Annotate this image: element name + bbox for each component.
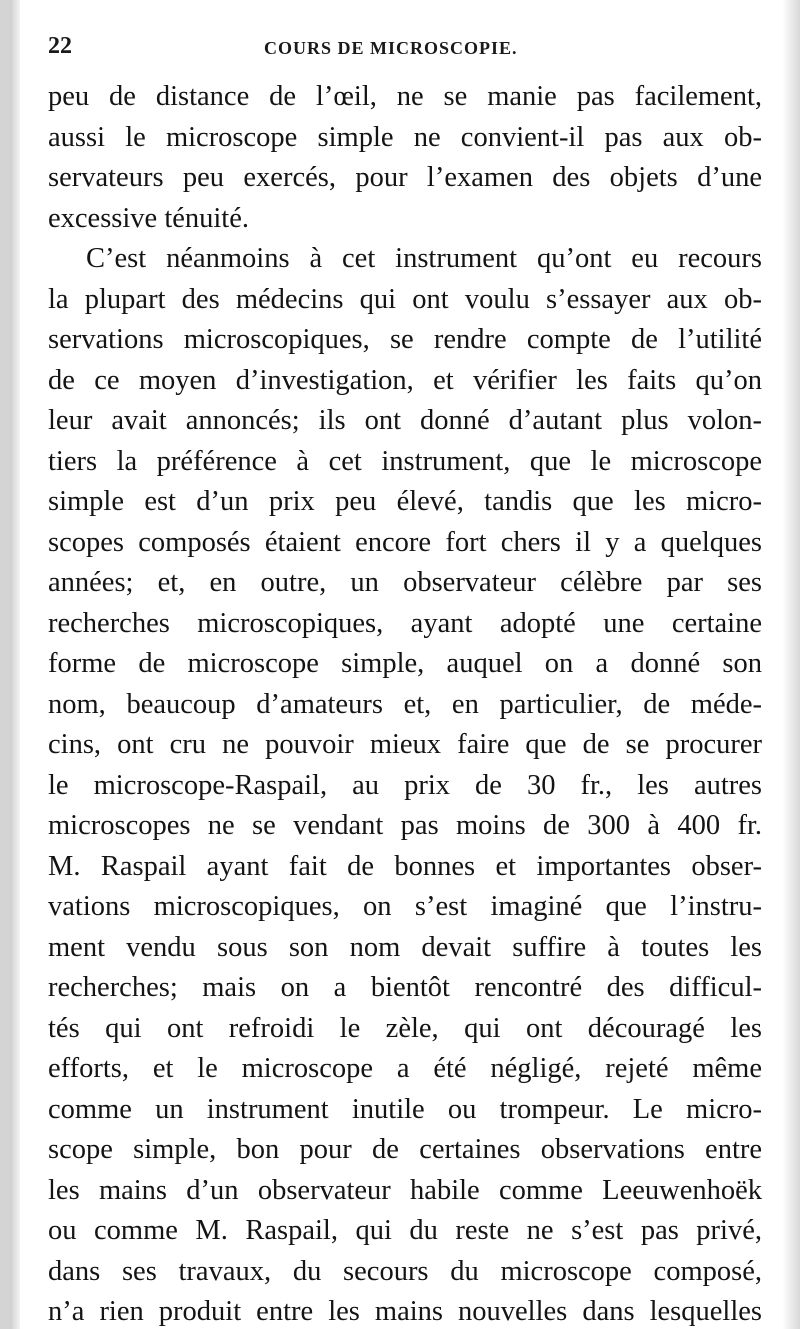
text-line: tiers la préférence à cet instrument, que le microscope — [48, 445, 762, 477]
text-line: M. Raspail ayant fait de bonnes et importantes obser- — [48, 850, 762, 882]
text-line: recherches microscopiques, ayant adopté une certaine — [48, 607, 762, 639]
text-line: ou comme M. Raspail, qui du reste ne s’est pas privé, — [48, 1215, 762, 1246]
text-line: C’est néanmoins à cet instrument qu’ont eu recours — [86, 243, 762, 274]
text-line: forme de microscope simple, auquel on a donné son — [48, 648, 762, 679]
text-line: simple est d’un prix peu élevé, tandis que les micro- — [48, 486, 762, 517]
text-line: comme un instrument inutile ou trompeur. Le micro- — [48, 1093, 762, 1125]
text-line: leur avait annoncés; ils ont donné d’autant plus volon- — [48, 405, 762, 436]
text-line: aussi le microscope simple ne convient-il pas aux ob- — [48, 121, 762, 153]
text-line: servations microscopiques, se rendre compte de l’utilité — [48, 324, 762, 355]
text-line: microscopes ne se vendant pas moins de 300 à 400 fr. — [48, 810, 762, 841]
text-line: scope simple, bon pour de certaines observations entre — [48, 1134, 762, 1165]
running-head: COURS DE MICROSCOPIE. — [264, 38, 518, 58]
text-line: servateurs peu exercés, pour l’examen des objets d’une — [48, 162, 762, 193]
text-line: de ce moyen d’investigation, et vérifier les faits qu’on — [48, 364, 762, 396]
text-line: scopes composés étaient encore fort chers il y a quelques — [48, 526, 762, 558]
text-line: années; et, en outre, un observateur célèbre par ses — [48, 567, 762, 598]
page-edge-shadow — [782, 0, 800, 1329]
text-line: excessive ténuité. — [48, 202, 250, 234]
text-line: cins, ont cru ne pouvoir mieux faire que de se procurer — [48, 729, 762, 760]
text-line: recherches; mais on a bientôt rencontré des difficul- — [48, 972, 762, 1003]
text-line: la plupart des médecins qui ont voulu s’essayer aux ob- — [48, 283, 762, 315]
text-line: tés qui ont refroidi le zèle, qui ont découragé les — [48, 1012, 762, 1044]
page-header — [48, 33, 768, 69]
text-line: n’a rien produit entre les mains nouvelles dans lesquelles — [48, 1296, 762, 1327]
text-line: efforts, et le microscope a été négligé, rejeté même — [48, 1053, 762, 1084]
text-line: ment vendu sous son nom devait suffire à toutes les — [48, 931, 762, 963]
text-line: nom, beaucoup d’amateurs et, en particulier, de méde- — [48, 688, 762, 720]
page-gutter-shadow — [10, 0, 20, 1329]
text-line: vations microscopiques, on s’est imaginé que l’instru- — [48, 891, 762, 922]
text-line: les mains d’un observateur habile comme Leeuwenhoëk — [48, 1174, 762, 1206]
text-line: peu de distance de l’œil, ne se manie pas facilement, — [48, 81, 762, 112]
text-line: le microscope-Raspail, au prix de 30 fr., les autres — [48, 769, 762, 801]
body-text — [48, 77, 762, 1329]
page-number: 22 — [48, 33, 72, 59]
text-line: dans ses travaux, du secours du microscope composé, — [48, 1255, 762, 1287]
